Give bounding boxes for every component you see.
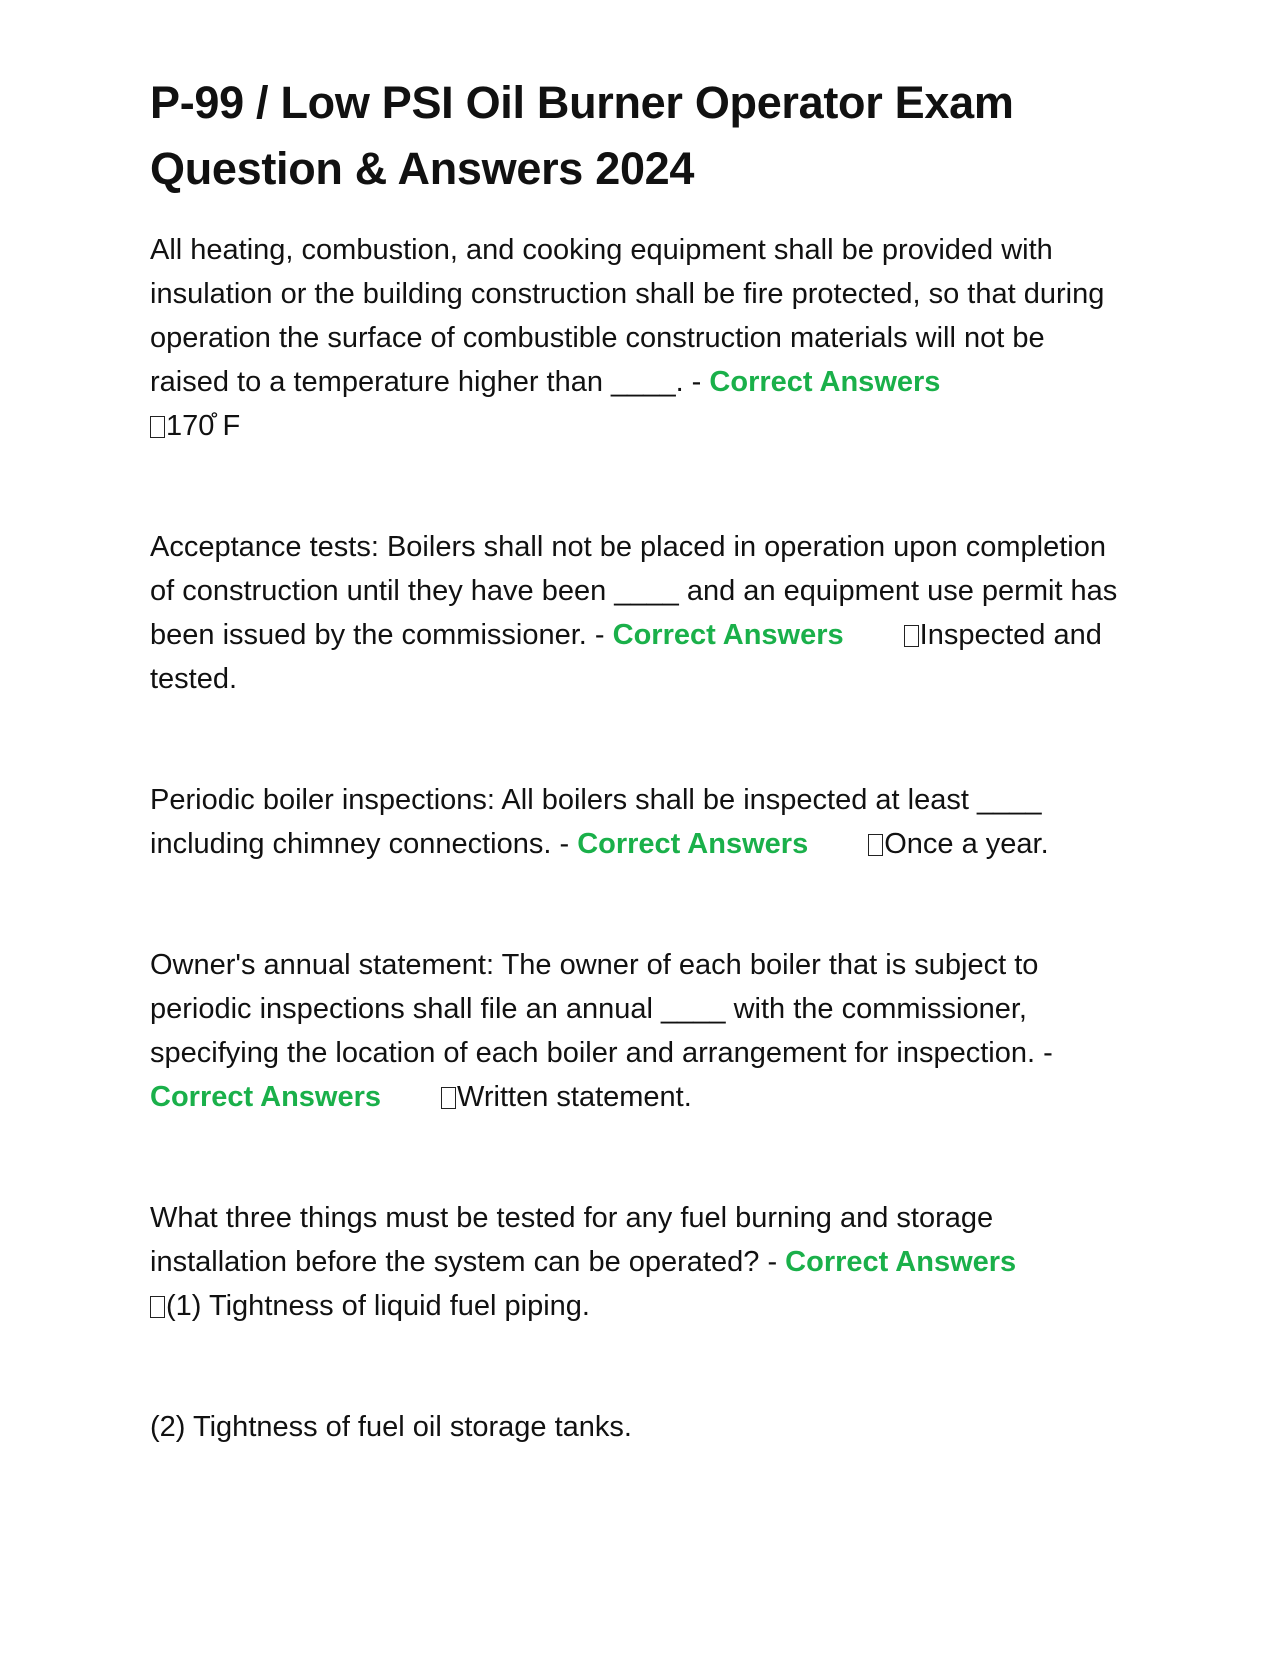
question-text: Acceptance tests: Boilers shall not be placed in operation upon completion of construction until they have been ____ and an equipment use permit has been issued by the commissioner. - [150, 531, 1118, 651]
correct-answers-label: Correct Answers [785, 1246, 1017, 1278]
correct-answers-label: Correct Answers [150, 1081, 382, 1113]
qa-item [150, 943, 1130, 1119]
answer-text: Written statement. [457, 1081, 692, 1113]
correct-answers-label: Correct Answers [612, 619, 844, 651]
answer-text: (1) Tightness of liquid fuel piping. [166, 1290, 590, 1322]
document-title: P-99 / Low PSI Oil Burner Operator Exam Question & Answers 2024 [150, 77, 1014, 194]
checkbox-glyph-icon [150, 1296, 165, 1318]
checkbox-glyph-icon [904, 625, 919, 647]
answer-line [150, 404, 1130, 448]
checkbox-glyph-icon [868, 834, 883, 856]
qa-item [150, 1196, 1130, 1328]
answer-line [150, 1284, 1130, 1328]
question-text: Periodic boiler inspections: All boilers shall be inspected at least ____ including chimney connections. - [150, 784, 1042, 860]
question-text: Owner's annual statement: The owner of each boiler that is subject to periodic inspections shall file an annual ____ with the commissioner, specifying the location of each boiler and arrangement for inspection. - [150, 949, 1053, 1069]
qa-item [150, 228, 1130, 448]
correct-answers-label: Correct Answers [709, 366, 941, 398]
answer-text: Inspected and tested. [150, 619, 1102, 695]
answer-continuation: (2) Tightness of fuel oil storage tanks. [150, 1411, 632, 1443]
qa-item [150, 525, 1130, 701]
document-page [150, 70, 1130, 1478]
answer-text: 170̊ F [166, 410, 241, 442]
answer-text: Once a year. [884, 828, 1049, 860]
checkbox-glyph-icon [441, 1087, 456, 1109]
question-text: All heating, combustion, and cooking equipment shall be provided with insulation or the building construction shall be fire protected, so that during operation the surface of combustible construction materials will not be raised to a temperature higher than ____. - [150, 234, 1105, 398]
question-text: What three things must be tested for any fuel burning and storage installation before the system can be operated? - [150, 1202, 994, 1278]
qa-item [150, 778, 1130, 866]
checkbox-glyph-icon [150, 416, 165, 438]
correct-answers-label: Correct Answers [577, 828, 809, 860]
